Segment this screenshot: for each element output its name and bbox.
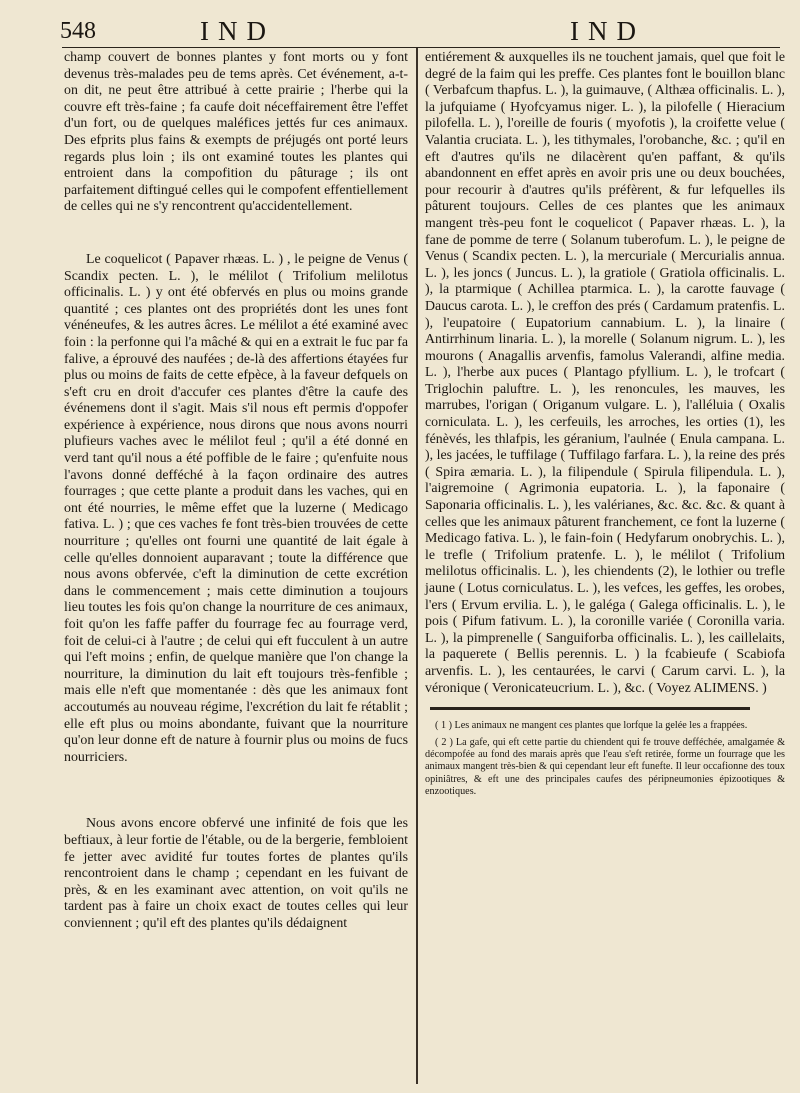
header-title-left: IND xyxy=(200,16,275,46)
left-paragraph-2: Le coquelicot ( Papaver rhæas. L. ) , le peigne de Venus ( Scandix pecten. L. ), le mélilot ( Trifolium melilotus officinalis. L. ) y ont été obfervés en plus ou moins grande quantité ; ces plantes ont des propriétés dont les unes font vénéneufes, & les autres âcres. Le mélilot a été examiné avec foin : la perfonne qui l'a mâché & qui en a extrait le fuc par fa falive, a éprouvé des naufées ; de-là des affertions étayées fur plus ou moins de faits de cette efpèce, à la faveur defquels on s'eft cru en droit d'accufer ces plantes d'être la caufe des événemens dont il s'agit. Mais s'il nous eft permis d'oppofer expérience à expérience, nous dirons que nous avons nourri plufieurs vaches avec le mélilot feul ; qu'il a été donné en verd tant qu'il nous a été poffible de le faire ; qu'enfuite nous l'avons donné defféché à la façon ordinaire des autres fourrages ; que cette plante a produit dans les vaches, qui en ont été nourries, le même effet que la luzerne ( Medicago fativa. L. ) ; que ces vaches fe font très-bien trouvées de cette nourriture ; qu'elles ont fourni une quantité de lait égale à celle qu'elles donnoient auparavant ; toute la différence que nous avons obfervée, c'eft la diminution de cette excrétion dans le commencement ; mais cette diminution a toujours lieu toutes les fois qu'on change la nourriture de ces animaux, foit qu'on les faffe paffer du fourrage fec au fourrage verd, foit de celui-ci à l'autre ; de celui qui eft fucculent à un autre qui l'eft moins ; enfin, de quelque manière que l'on change la nourriture, la diminution du lait eft toujours très-fenfible ; mais elle n'eft que momentanée : dès que les animaux font accoutumés au nouveau régime, l'excrétion du lait fe rétablit ; elle eft plus ou moins abondante, fuivant que la nourriture qu'on leur donne eft de nature à fournir plus ou moins de fucs nourriciers. xyxy=(64,251,408,765)
header-title-right: IND xyxy=(570,16,645,46)
right-column xyxy=(425,50,785,803)
footnote-rule xyxy=(430,707,750,710)
footnote-2: ( 2 ) La gafe, qui eft cette partie du chiendent qui fe trouve defféchée, amalgamée & décompofée au fond des marais après que l'eau s'eft retirée, forme un fourrage que les animaux mangent très-bien & qui cependant leur eft funefte. Il leur occafionne des toux opiniâtres, & eft une des principales caufes des péripneumonies épizootiques & enzootiques. xyxy=(425,736,785,798)
header-rule xyxy=(62,47,780,48)
left-column xyxy=(64,50,408,933)
left-paragraph-3: Nous avons encore obfervé une infinité de fois que les beftiaux, à leur fortie de l'étable, ou de la bergerie, fembloient fe jetter avec avidité fur toutes fortes de plantes qu'ils rencontroient dans le champ ; cependant en les fuivant de près, & en les examinant avec attention, on voit qu'ils ne tardent pas à faire un choix exact de toutes celles qui leur conviennent ; qu'il eft des plantes qu'ils dédaignent xyxy=(64,816,408,931)
left-paragraph-1: champ couvert de bonnes plantes y font morts ou y font devenus très-malades peu de tems après. Cet événement, a-t-on dit, ne peut être attribué à cette prairie ; l'herbe qui la couvre eft très-faine ; fa caufe doit néceffairement être l'effet d'un fort, ou de quelques maléfices jettés fur ces animaux. Des efprits plus fains & exempts de préjugés ont porté leurs regards plus loin ; ils ont examiné toutes les plantes qui entroient dans la compofition du pâturage ; ils ont parfaitement diftingué celles qui le compofent effentiellement de celles qui ne s'y rencontrent qu'accidentellement. xyxy=(64,50,408,215)
running-header xyxy=(60,10,780,44)
footnotes xyxy=(425,720,785,798)
page-number: 548 xyxy=(60,18,96,44)
footnote-1: ( 1 ) Les animaux ne mangent ces plantes que lorfque la gelée les a frappées. xyxy=(435,720,748,732)
right-paragraph-1: entiérement & auxquelles ils ne touchent jamais, quel que foit le degré de la faim qui les preffe. Ces plantes font le bouillon blanc ( Verbafcum thapfus. L. ), la guimauve, ( Althæa officinalis. L. ), la jufquiame ( Hyofcyamus niger. L. ), la pilofelle ( Hieracium pilofella. L. ), l'oreille de fouris ( myofotis ), la croifette velue ( Valantia cruciata. L. ), les tithymales, l'orobanche, &c. ; qu'il en eft d'autres qu'ils ne dilacèrent qu'en paffant, & qu'ils abandonnent en effet après en avoir pris une ou deux bouchées, pour recourir à d'autres qu'ils préfèrent, & fur lefquelles ils pâturent toujours. Celles de ces plantes que les animaux mangent très-peu font le coquelicot ( Papaver rhæas. L. ), la fane de pomme de terre ( Solanum tuberofum. L. ), le peigne de Venus ( Scandix pecten. L. ), la mercuriale ( Mercurialis annua. L. ), les joncs ( Juncus. L. ), la gratiole ( Gratiola officinalis. L. ), la ptarmique ( Achillea ptarmica. L. ), la carotte fauvage ( Daucus carota. L. ), le creffon des prés ( Cardamum pratenfis. L. ), l'eupatoire ( Eupatorium cannabium. L. ), la linaire ( Antirrhinum linaria. L. ), la morelle ( Solanum nigrum. L. ), les mourons ( Anagallis arvenfis, famolus Valerandi, alfine media. L. ), l'herbe aux puces ( Plantago pfyllium. L. ), le trofcart ( Triglochin paluftre. L. ), les renoncules, les mauves, les marrubes, l'origan ( Origanum vulgare. L. ), l'alléluia ( Oxalis corniculata. L. ), les cerfeuils, les arroches, les orties (1), les fénèvés, les thlafpis, les géranium, l'aulnée ( Enula campana. L. ), les jacées, le tuffilage ( Tuffilago farfara. L. ), la reine des prés ( Spira æmaria. L. ), la filipendule ( Spirula filipendula. L. ), l'aigremoine ( Agrimonia eupatoria. L. ), la faponaire ( Saponaria officinalis. L. ), les valérianes, &c. &c. &c. & quant à celles que les animaux pâturent franchement, ce font la luzerne ( Medicago fativa. L. ), le fain-foin ( Hedyfarum onobrychis. L. ), le trefle ( Trifolium pratenfe. L. ), le mélilot ( Trifolium melilotus officinalis. L. ), les chiendents (2), le lothier ou trefle jaune ( Lotus corniculatus. L. ), les vefces, les geffes, les orobes, l'ers ( Ervum ervilia. L. ), le galéga ( Galega officinalis. L. ), le pois ( Pifum fativum. L. ), la coronille variée ( Coronilla varia. L. ), la pimprenelle ( Sanguiforba officinalis. L. ), les caillelaits, la paquerete ( Bellis perennis. L. ) la fcabieufe ( Scabiofa arvenfis. L. ), les centaurées, le carvi ( Carum carvi. L. ), la véronique ( Veronicateucrium. L. ), &c. ( Voyez ALIMENS. ) xyxy=(425,50,785,696)
column-divider xyxy=(416,48,418,1084)
